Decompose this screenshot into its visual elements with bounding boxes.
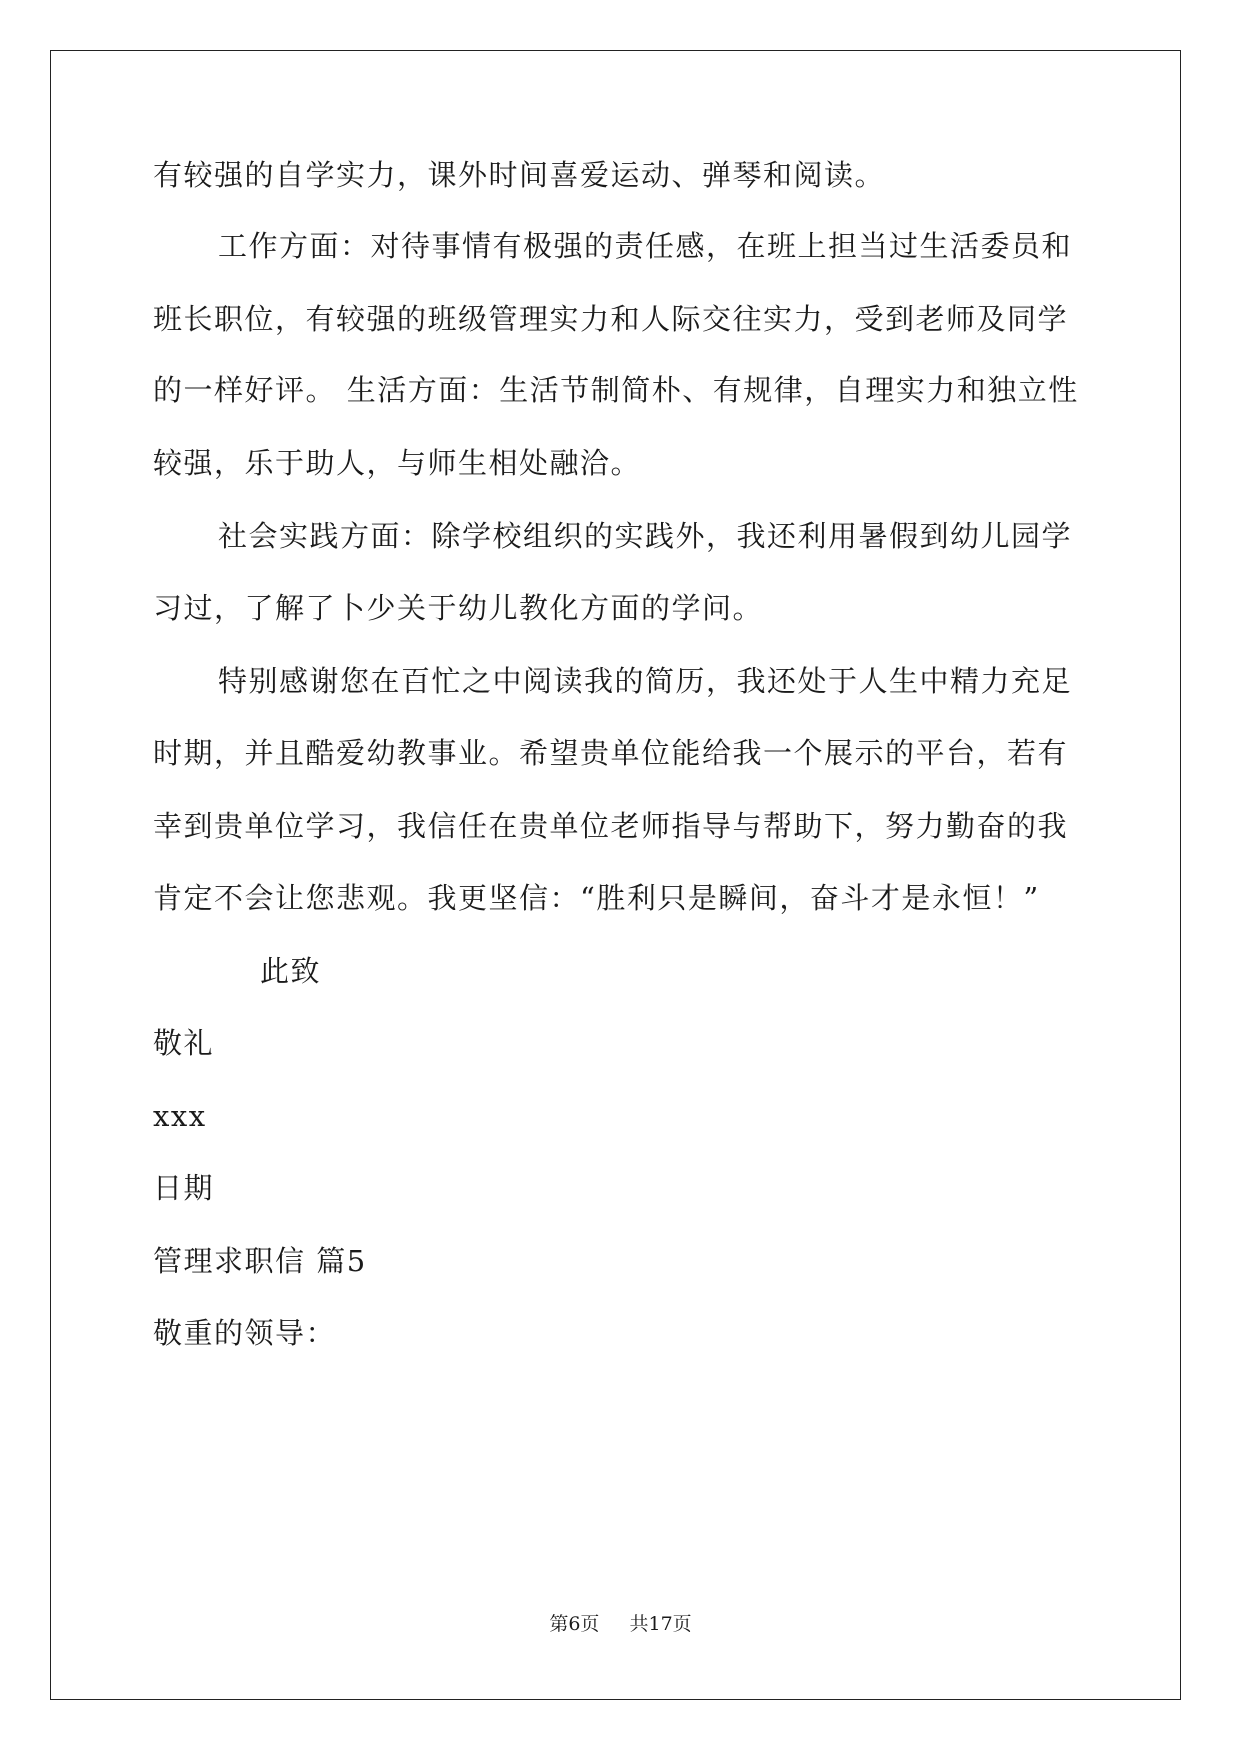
- section-heading: 管理求职信 篇5: [153, 1244, 367, 1278]
- page-number: 第6页: [549, 1613, 600, 1635]
- signature-name: xxx: [153, 1099, 207, 1133]
- closing-salutation: 此致: [260, 954, 322, 988]
- text-line: 的一样好评。 生活方面：生活节制简朴、有规律，自理实力和独立性: [153, 373, 1079, 407]
- page-total: 共17页: [629, 1613, 692, 1635]
- text-line: 特别感谢您在百忙之中阅读我的简历，我还处于人生中精力充足: [218, 664, 1073, 698]
- text-line: 班长职位，有较强的班级管理实力和人际交往实力，受到老师及同学: [153, 302, 1069, 336]
- text-line: 较强，乐于助人，与师生相处融洽。: [153, 446, 642, 480]
- text-line: 时期，并且酷爱幼教事业。希望贵单位能给我一个展示的平台，若有: [153, 736, 1069, 770]
- text-line: 幸到贵单位学习，我信任在贵单位老师指导与帮助下，努力勤奋的我: [153, 809, 1069, 843]
- closing-regards: 敬礼: [153, 1026, 215, 1060]
- page-border: [50, 50, 1181, 1700]
- text-line: 习过，了解了卜少关于幼儿教化方面的学问。: [153, 591, 764, 625]
- greeting: 敬重的领导：: [153, 1316, 337, 1350]
- text-line: 有较强的自学实力，课外时间喜爱运动、弹琴和阅读。: [153, 158, 886, 192]
- signature-date: 日期: [153, 1171, 215, 1205]
- text-line: 社会实践方面：除学校组织的实践外，我还利用暑假到幼儿园学: [218, 519, 1073, 553]
- page-footer: [0, 1612, 1241, 1636]
- text-line: 工作方面：对待事情有极强的责任感，在班上担当过生活委员和: [218, 229, 1073, 263]
- text-line: 肯定不会让您悲观。我更坚信：“胜利只是瞬间，奋斗才是永恒！”: [153, 881, 1040, 915]
